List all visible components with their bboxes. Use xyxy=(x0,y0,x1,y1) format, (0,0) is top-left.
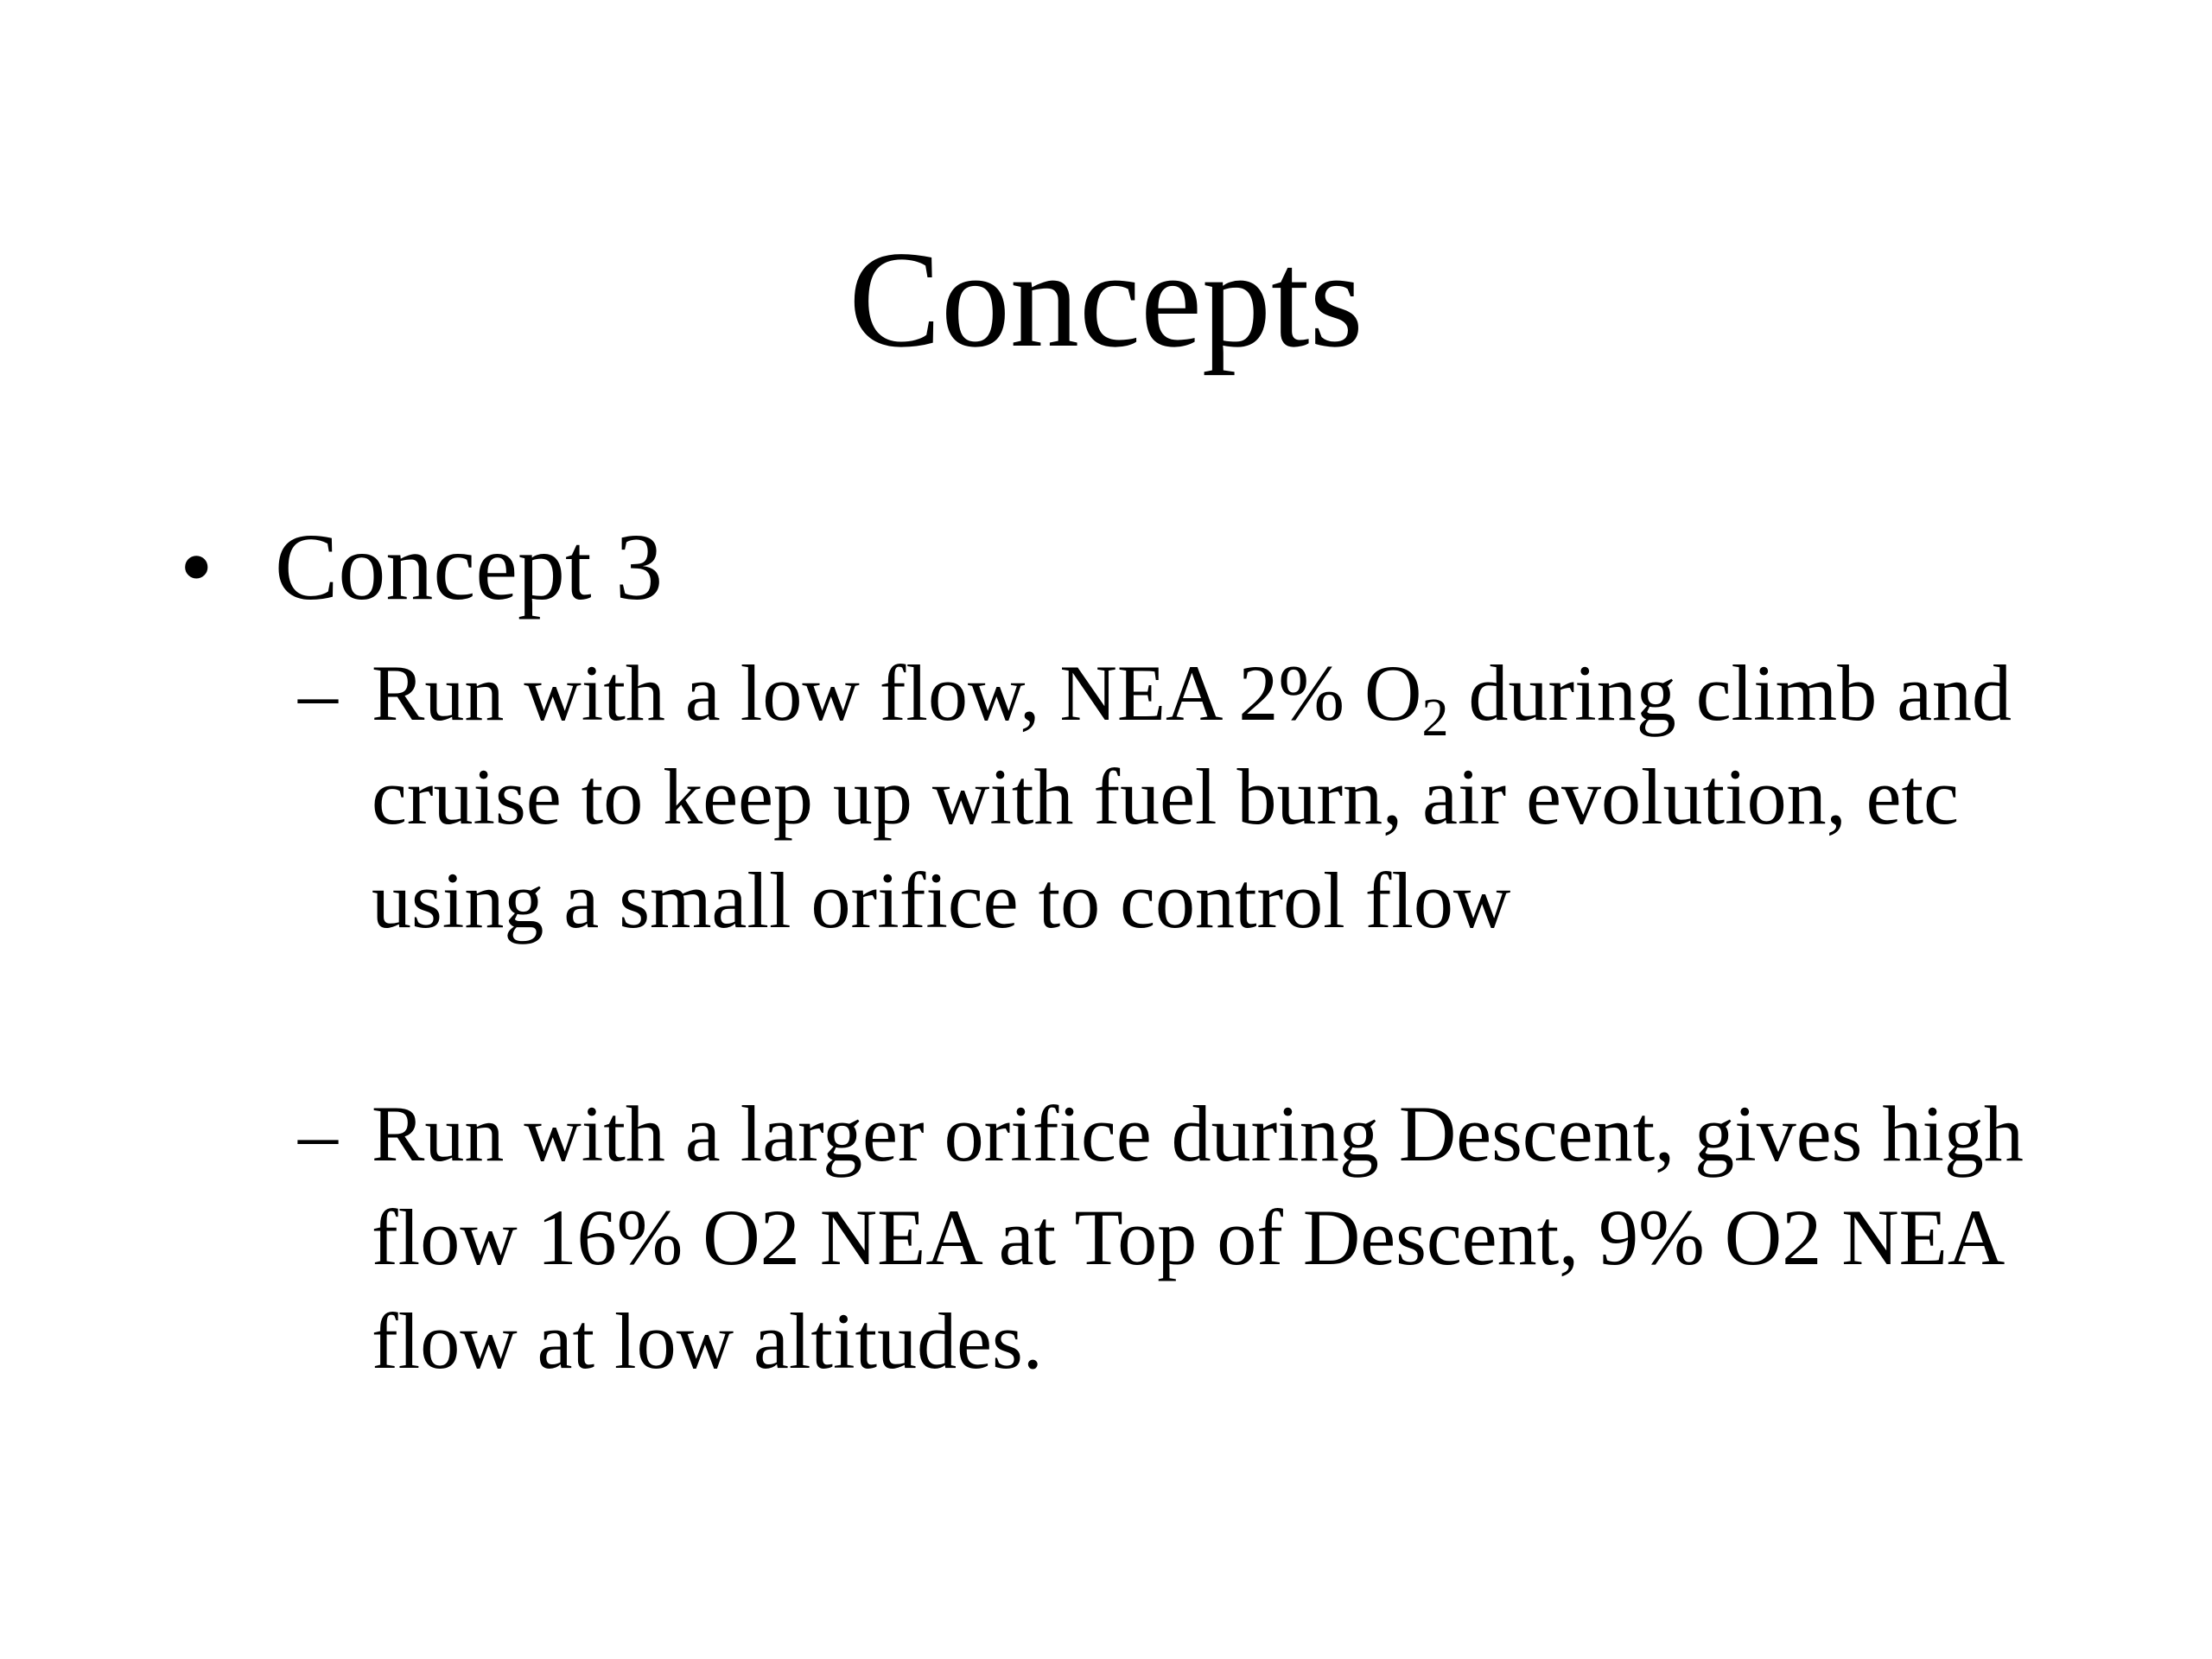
sub-bullet-text xyxy=(372,641,2035,952)
sub-bullet-text-part2: during climb and cruise to keep up with fuel burn, air evolution, etc using a small orifice to control flow xyxy=(372,649,2012,944)
sub-bullet-larger-orifice xyxy=(298,1082,2035,1393)
sub-bullet-text: Run with a larger orifice during Descent, gives high flow 16% O2 NEA at Top of Descent, 9% O2 NEA flow at low altitudes. xyxy=(372,1090,2024,1385)
bullet-concept-3 xyxy=(180,510,663,624)
bullet-dot-icon: • xyxy=(180,514,213,620)
bullet-label: Concept 3 xyxy=(275,514,664,620)
oxygen-subscript: 2 xyxy=(1421,689,1449,747)
sub-bullet-low-flow xyxy=(298,641,2035,952)
sub-bullet-text-part1: Run with a low flow, NEA 2% O xyxy=(372,649,1422,737)
dash-icon: – xyxy=(298,649,338,737)
dash-icon: – xyxy=(298,1090,338,1178)
slide-title: Concepts xyxy=(849,222,1363,376)
